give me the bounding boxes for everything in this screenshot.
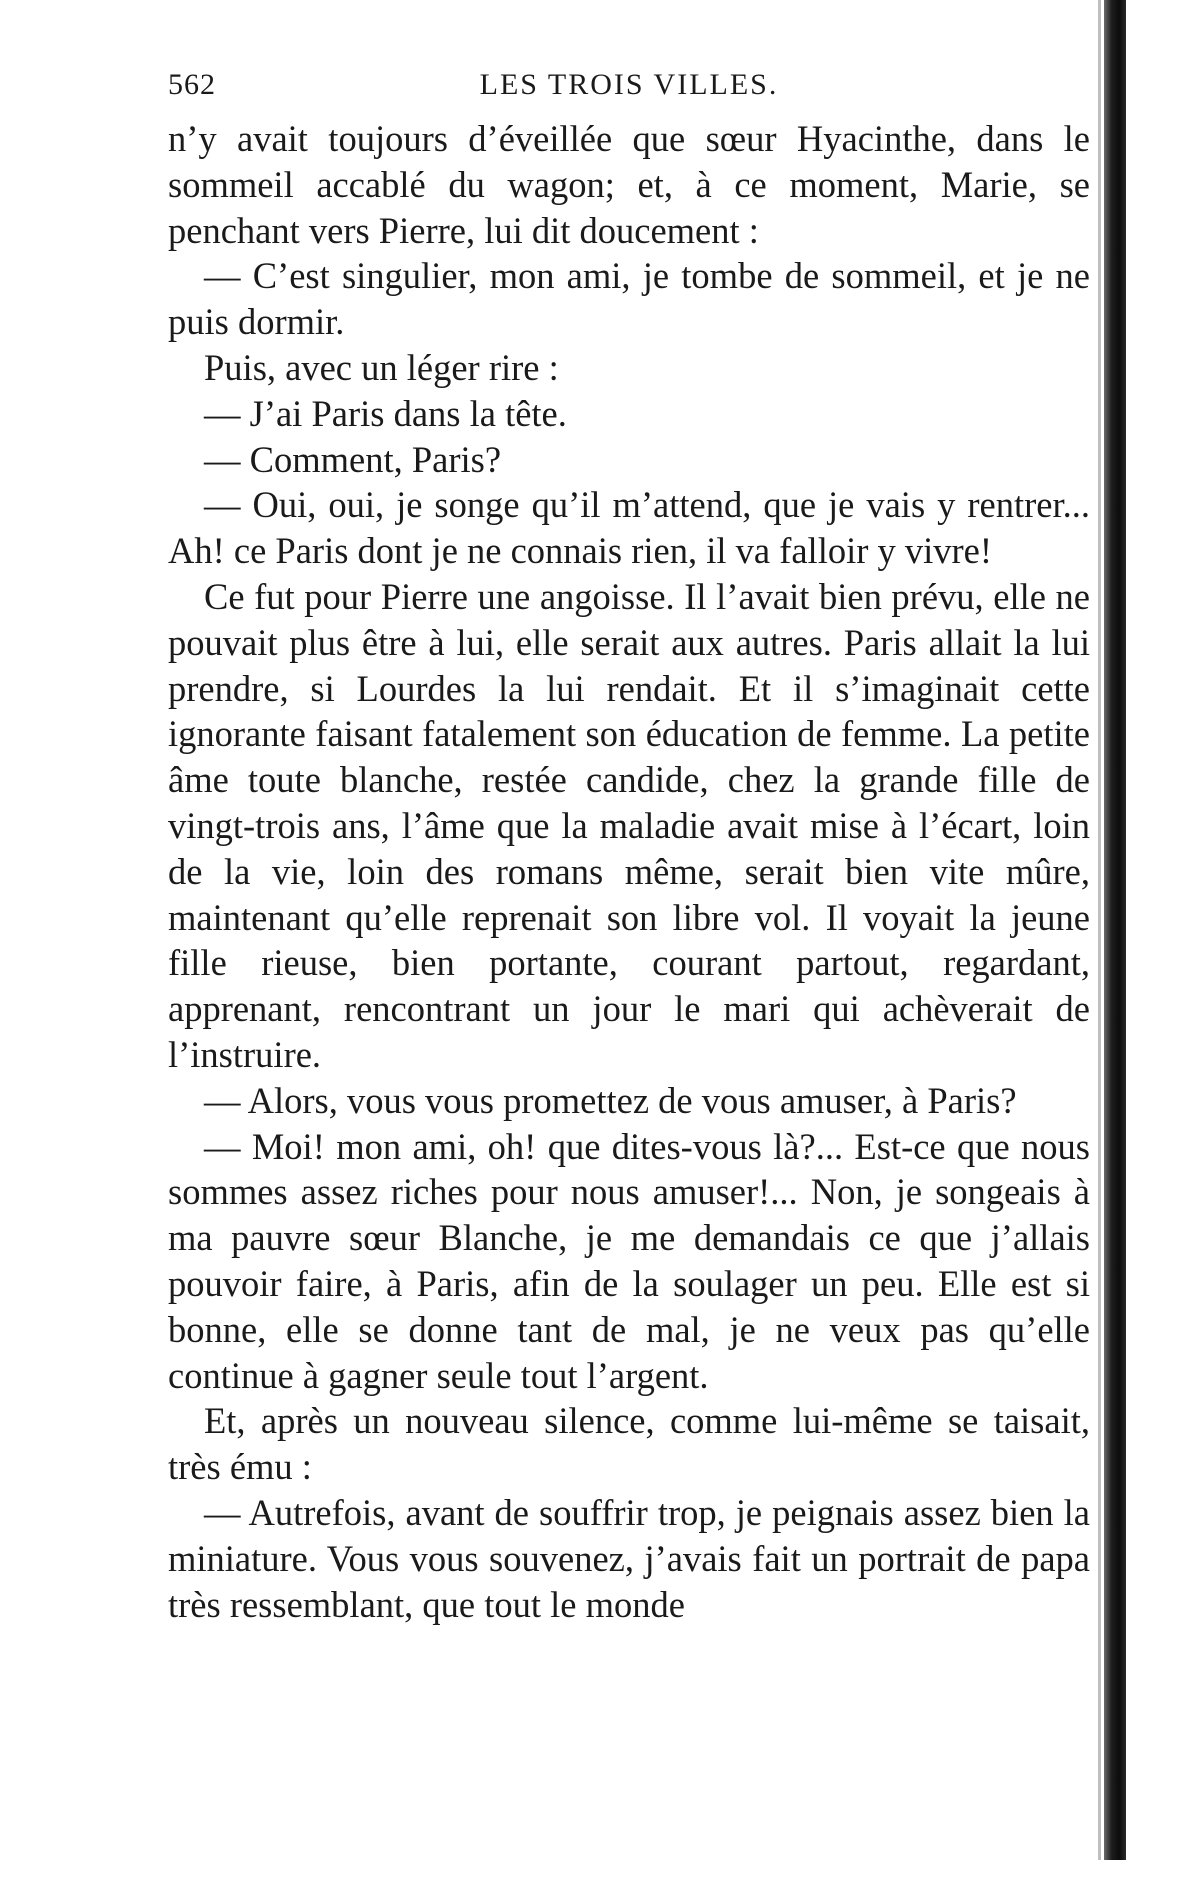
paragraph: Et, après un nouveau silence, comme lui-même se taisait, très ému : xyxy=(168,1400,1090,1488)
paragraph: — Oui, oui, je songe qu’il m’attend, que je vais y rentrer... Ah! ce Paris dont je ne connais rien, il va falloir y vivre! xyxy=(168,484,1090,572)
page-edge-binding xyxy=(1104,0,1126,1860)
paragraph: — Comment, Paris? xyxy=(204,438,502,480)
paragraph: — J’ai Paris dans la tête. xyxy=(204,392,567,434)
paragraph: — Alors, vous vous promettez de vous amuser, à Paris? xyxy=(204,1079,1017,1121)
paragraph: — C’est singulier, mon ami, je tombe de sommeil, et je ne puis dormir. xyxy=(168,255,1090,343)
paragraph: — Autrefois, avant de souffrir trop, je peignais assez bien la miniature. Vous vous souvenez, j’avais fait un portrait de papa très ressemblant, que tout le monde xyxy=(168,1491,1090,1625)
paragraph: Puis, avec un léger rire : xyxy=(204,346,559,388)
running-title: LES TROIS VILLES. xyxy=(479,68,779,101)
binding-shadow-line xyxy=(1098,0,1101,1860)
paragraph: — Moi! mon ami, oh! que dites-vous là?... Est-ce que nous sommes assez riches pour nous amuser!... Non, je songeais à ma pauvre sœur Blanche, je me demandais ce que j’allais pouvoir faire, à Paris, afin de la soulager un peu. Elle est si bonne, elle se donne tant de mal, je ne veux pas qu’elle continue à gagner seule tout l’argent. xyxy=(168,1125,1090,1396)
page-number: 562 xyxy=(168,68,216,101)
page-header xyxy=(168,68,1090,108)
paragraph: n’y avait toujours d’éveillée que sœur Hyacinthe, dans le sommeil accablé du wagon; et, à ce moment, Marie, se penchant vers Pierre, lui dit doucement : xyxy=(168,118,1090,251)
paragraph: Ce fut pour Pierre une angoisse. Il l’avait bien prévu, elle ne pouvait plus être à lui, elle serait aux autres. Paris allait la lui prendre, si Lourdes la lui rendait. Et il s’imaginait cette ignorante faisant fatalement son éducation de femme. La petite âme toute blanche, restée candide, chez la grande fille de vingt-trois ans, l’âme que la maladie avait mise à l’écart, loin de la vie, loin des romans même, serait bien vite mûre, maintenant qu’elle reprenait son libre vol. Il voyait la jeune fille rieuse, bien portante, courant partout, regardant, apprenant, rencontrant un jour le mari qui achèverait de l’instruire. xyxy=(168,575,1090,1075)
body-text xyxy=(168,116,1090,1627)
